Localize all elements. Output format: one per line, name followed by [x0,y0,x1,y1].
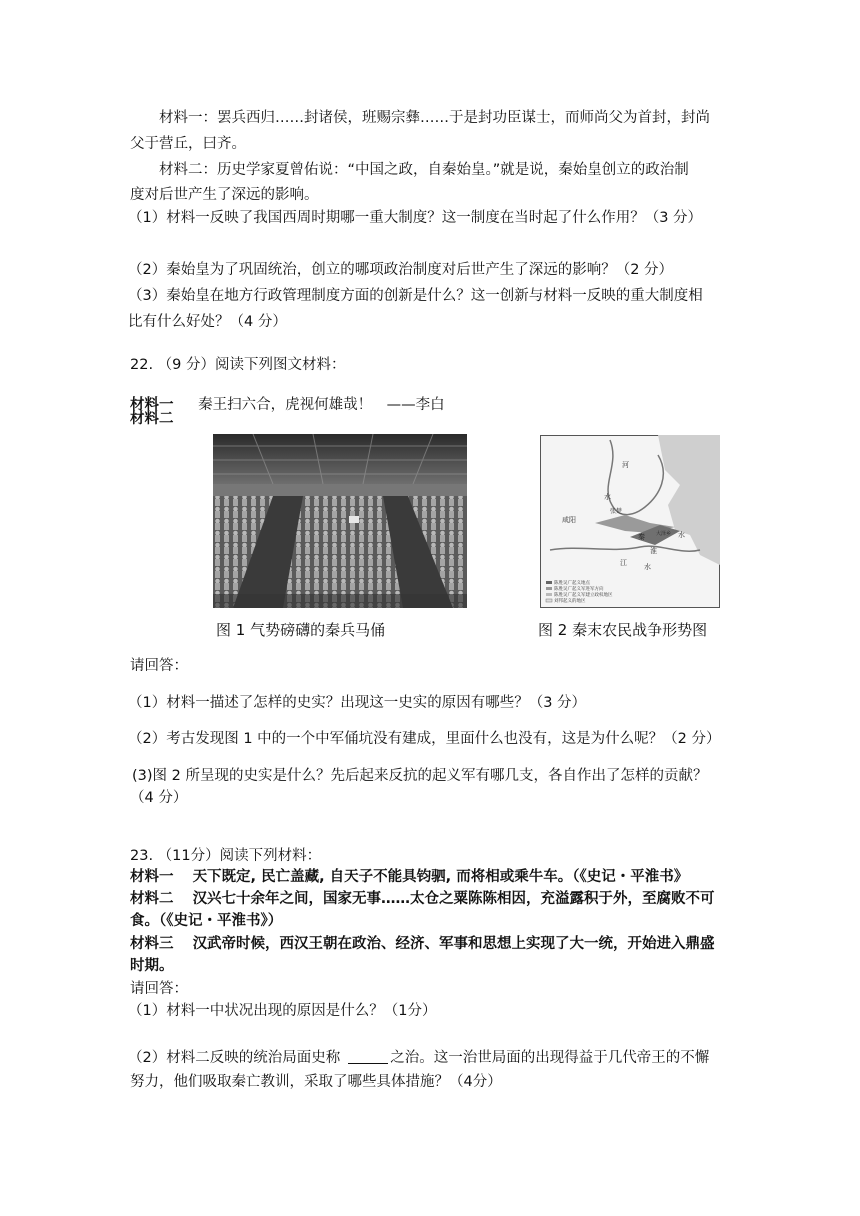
q22-heading: 22. （9 分）阅读下列图文材料： [130,357,346,373]
q22-material1-label: 材料一 [130,397,174,413]
map-label-jiang: 江 [620,559,627,567]
q23-material3-line1 [130,934,730,954]
q23-material3-label: 材料三 [130,936,174,952]
q22-question3-line2: （4 分） [130,790,188,806]
q23-material3-line2: 时期。 [130,958,174,974]
q22-ask: 请回答： [130,658,188,674]
q21-question3-line2: 比有什么好处？（4 分） [128,314,287,330]
q22-material1-text: 秦王扫六合，虎视何雄哉！ ——李白 [198,397,445,413]
q21-question1: （1）材料一反映了我国西周时期哪一重大制度？这一制度在当时起了什么作用？（3 分） [128,210,703,226]
q23-material2-line2: 食。（《史记・平淮书》） [130,913,283,929]
q23-question2-line1 [128,1048,728,1068]
map-label-water3: 水 [644,563,651,571]
figure2-caption: 图 2 秦末农民战争形势图 [538,621,708,639]
q23-question2-post: 之治。这一治世局面的出现得益于几代帝王的不懈 [390,1050,710,1066]
q23-heading: 23. （11分）阅读下列材料： [130,848,322,864]
qin-peasant-war-map [540,435,720,608]
map-label-dazexiang: 大泽乡 [656,531,672,537]
q22-question2: （2）考古发现图 1 中的一个中军俑坑没有建成，里面什么也没有，这是为什么呢？（2 分） [128,731,721,747]
q23-material2-label: 材料二 [130,891,174,907]
q21-material1-line1: 材料一：罢兵西归……封诸侯，班赐宗彝……于是封功臣谋士，而师尚父为首封，封尚 [159,110,710,126]
q23-material2-line1 [130,889,730,909]
q22-question1: （1）材料一描述了怎样的史实？出现这一史实的原因有哪些？（3 分） [128,695,587,711]
map-image [540,435,720,608]
map-label-water1: 水 [604,493,611,501]
q21-question3-line1: （3）秦始皇在地方行政管理制度方面的创新是什么？这一创新与材料一反映的重大制度相 [128,288,703,304]
map-label-chu: 张楚 [610,508,623,515]
map-label-river: 河 [622,461,629,469]
terracotta-army-image [213,434,467,608]
q23-material1-label: 材料一 [130,869,174,885]
q21-material1-line2: 父于营丘，曰齐。 [130,136,246,152]
figure1-caption: 图 1 气势磅礴的秦兵马俑 [216,621,386,639]
q23-question1: （1）材料一中状况出现的原因是什么？（1分） [128,1003,437,1019]
legend-item-1: 陈胜吴广起义地点 [554,581,590,586]
answer-blank[interactable] [348,1049,388,1064]
q23-material1-text: 天下既定, 民亡盖藏, 自天子不能具钧驷, 而将相或乘牛车。（《史记・平淮书》 [192,869,689,885]
map-label-water2: 水 [678,531,685,539]
map-label-huai: 淮 [650,547,657,555]
legend-item-2: 陈胜吴广起义军进军方向 [554,587,604,592]
terracotta-army-photo [213,434,467,608]
legend-item-4: 刘邦起义的地区 [554,599,586,604]
q21-question2: （2）秦始皇为了巩固统治，创立的哪项政治制度对后世产生了深远的影响？（2 分） [128,262,674,278]
q21-material2-line2: 度对后世产生了深远的影响。 [130,187,319,203]
legend-item-3: 陈胜吴广起义军建立政权地区 [554,593,613,598]
q23-material3-text1: 汉武帝时候，西汉王朝在政治、经济、军事和思想上实现了大一统，开始进入鼎盛 [192,936,715,952]
map-label-xianyang: 咸阳 [562,516,576,524]
map-label-qin: 秦 [638,533,645,541]
q23-material2-text1: 汉兴七十余年之间，国家无事……太仓之粟陈陈相因，充溢露积于外，至腐败不可 [192,891,715,907]
q23-question2-line2: 努力，他们吸取秦亡教训，采取了哪些具体措施？（4分） [130,1074,502,1090]
q23-material1 [130,867,730,887]
q23-question2-pre: （2）材料二反映的统治局面史称 [128,1050,341,1066]
q22-question3-line1: (3)图 2 所呈现的史实是什么？先后起来反抗的起义军有哪几支，各自作出了怎样的贡献？ [132,768,708,784]
q22-material2-label: 材料二 [130,411,174,427]
q23-ask: 请回答： [130,981,188,997]
q21-material2-line1: 材料二：历史学家夏曾佑说：“中国之政，自秦始皇。”就是说，秦始皇创立的政治制 [159,162,689,178]
